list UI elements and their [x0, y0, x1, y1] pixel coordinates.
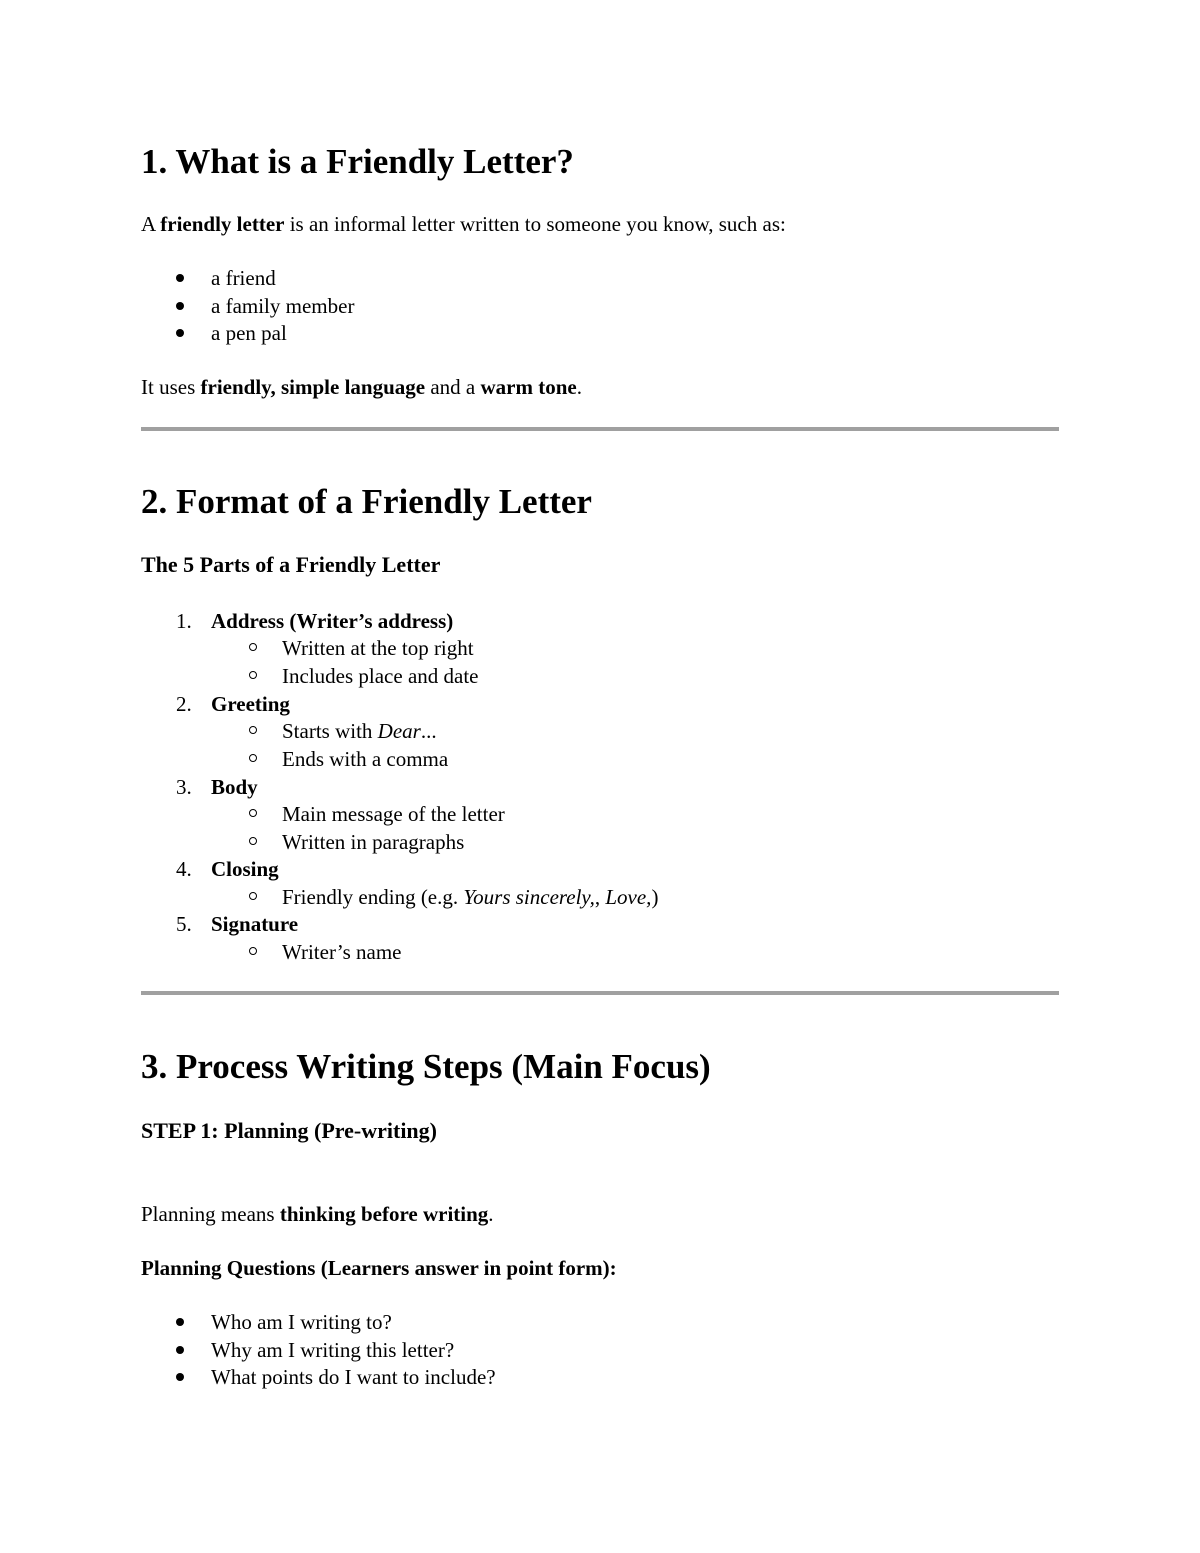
bullet-icon: [176, 1346, 184, 1354]
section-1-outro: [141, 373, 582, 401]
point-italic: Yours sincerely,: [463, 885, 595, 909]
part-point: [282, 883, 658, 911]
planning-text-end: .: [488, 1202, 494, 1226]
part-point: Includes place and date: [282, 664, 479, 688]
point-text: Friendly ending (e.g.: [282, 885, 464, 909]
part-number: 4.: [176, 857, 192, 881]
planning-definition: [141, 1200, 494, 1228]
part-point: Written at the top right: [282, 636, 474, 660]
section-divider: [141, 427, 1059, 431]
point-italic: Dear: [377, 719, 421, 743]
planning-bold: thinking before writing: [279, 1202, 489, 1226]
part-title: Signature: [211, 912, 299, 936]
bullet-icon: [176, 274, 184, 282]
part-title: Address (Writer’s address): [211, 609, 454, 633]
part-title: Closing: [211, 857, 279, 881]
intro-bold-term: friendly letter: [160, 212, 285, 236]
outro-text-start: It uses: [141, 375, 201, 399]
part-number: 2.: [176, 692, 192, 716]
sub-bullet-icon: [249, 671, 257, 679]
section-3-heading: 3. Process Writing Steps (Main Focus): [141, 1047, 711, 1086]
sub-bullet-icon: [249, 947, 257, 955]
intro-text-end: is an informal letter written to someone you know, such as:: [284, 212, 786, 236]
sub-bullet-icon: [249, 643, 257, 651]
list-item: Why am I writing this letter?: [211, 1338, 455, 1362]
planning-questions-heading: Planning Questions (Learners answer in point form):: [141, 1256, 617, 1280]
sub-bullet-icon: [249, 837, 257, 845]
list-item: a pen pal: [211, 321, 287, 345]
section-1-intro: [141, 210, 786, 238]
section-1-heading: 1. What is a Friendly Letter?: [141, 142, 574, 181]
point-text: Starts with: [282, 719, 378, 743]
point-tail: ...: [420, 719, 437, 743]
section-2-heading: 2. Format of a Friendly Letter: [141, 482, 592, 521]
planning-text-start: Planning means: [141, 1202, 280, 1226]
part-point: [282, 717, 437, 745]
list-item: What points do I want to include?: [211, 1365, 496, 1389]
list-item: a friend: [211, 266, 276, 290]
part-point: Ends with a comma: [282, 747, 449, 771]
list-item: Who am I writing to?: [211, 1310, 392, 1334]
section-2-subheading: The 5 Parts of a Friendly Letter: [141, 552, 441, 577]
outro-text-mid: and a: [425, 375, 481, 399]
part-number: 1.: [176, 609, 192, 633]
outro-bold-1: friendly, simple language: [200, 375, 426, 399]
sub-bullet-icon: [249, 892, 257, 900]
section-divider: [141, 991, 1059, 995]
bullet-icon: [176, 1373, 184, 1381]
bullet-icon: [176, 329, 184, 337]
part-title: Body: [211, 775, 258, 799]
part-title: Greeting: [211, 692, 290, 716]
outro-text-end: .: [576, 375, 582, 399]
list-item: a family member: [211, 294, 355, 318]
sub-bullet-icon: [249, 754, 257, 762]
point-italic: Love,: [605, 885, 652, 909]
point-text-mid: ,: [594, 885, 606, 909]
sub-bullet-icon: [249, 726, 257, 734]
outro-bold-2: warm tone: [480, 375, 577, 399]
part-point: Main message of the letter: [282, 802, 505, 826]
sub-bullet-icon: [249, 809, 257, 817]
bullet-icon: [176, 302, 184, 310]
point-tail: ): [651, 885, 659, 909]
part-point: Written in paragraphs: [282, 830, 465, 854]
part-number: 3.: [176, 775, 192, 799]
bullet-icon: [176, 1318, 184, 1326]
part-point: Writer’s name: [282, 940, 402, 964]
step-1-heading: STEP 1: Planning (Pre-writing): [141, 1118, 437, 1143]
part-number: 5.: [176, 912, 192, 936]
intro-text-start: A: [141, 212, 161, 236]
